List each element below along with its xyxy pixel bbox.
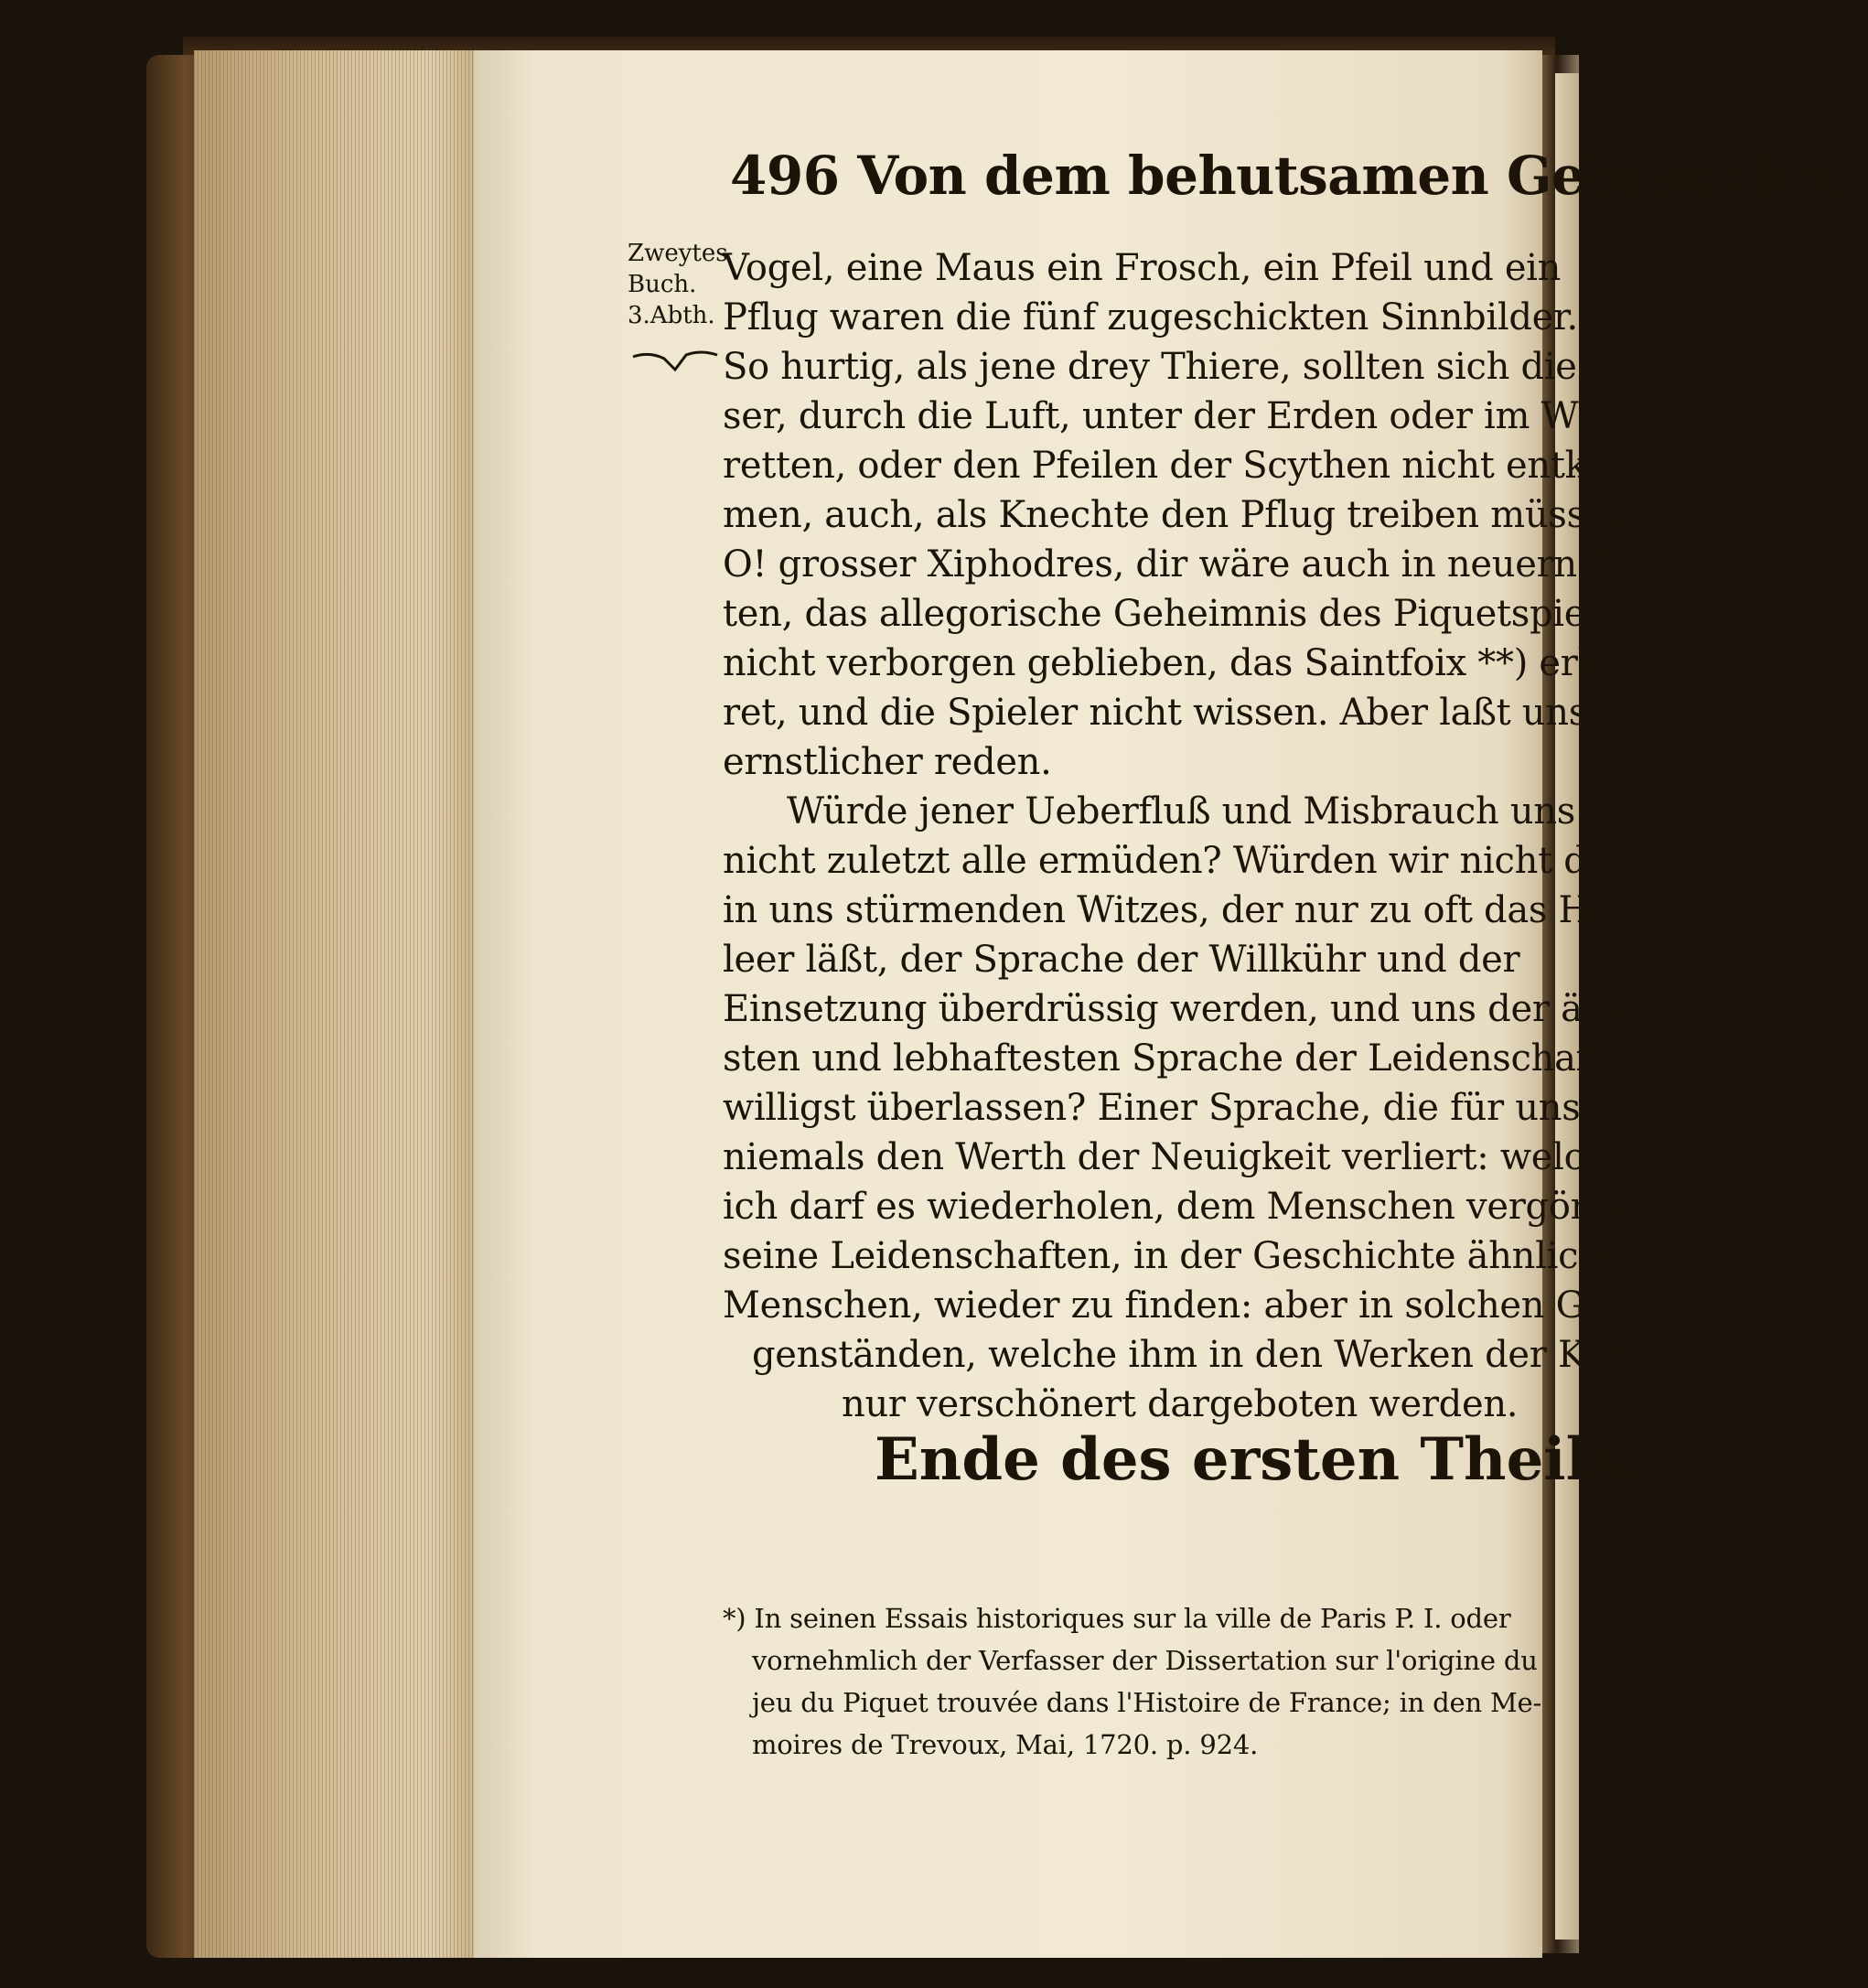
footnote-line: vornehmlich der Verfasser der Dissertation sur l'origine du [752, 1645, 1538, 1676]
body-line: ten, das allegorische Geheimnis des Piquetspiels [723, 593, 1616, 635]
body-line: Menschen, wieder zu finden: aber in solchen Ge- [723, 1284, 1618, 1327]
body-line: willigst überlassen? Einer Sprache, die für uns [723, 1087, 1581, 1129]
body-line: nicht zuletzt alle ermüden? Würden wir nicht des [723, 840, 1627, 882]
page-number: 496 [730, 145, 840, 207]
body-line: niemals den Werth der Neuigkeit verliert: welche, [723, 1136, 1641, 1178]
body-line: So hurtig, als jene drey Thiere, sollten sich die Per- [723, 346, 1662, 388]
body-line: Vogel, eine Maus ein Frosch, ein Pfeil und ein [723, 247, 1562, 289]
margin-note-line: 3.Abth. [628, 302, 715, 329]
body-line: ich darf es wiederholen, dem Menschen vergönnet, [723, 1186, 1665, 1228]
body-line: Pflug waren die fünf zugeschickten Sinnbilder. [723, 296, 1578, 338]
body-line: seine Leidenschaften, in der Geschichte ähnlicher [723, 1235, 1640, 1277]
running-header [730, 145, 1868, 207]
margin-ornament-icon [631, 346, 719, 373]
body-line: sten und lebhaftesten Sprache der Leidenschaften [723, 1037, 1648, 1080]
body-line: Würde jener Ueberfluß und Misbrauch uns [787, 790, 1575, 833]
body-line: ernstlicher reden. [723, 741, 1052, 783]
body-line: nicht verborgen geblieben, das Saintfoix **) erklä- [723, 642, 1645, 684]
body-line: men, auch, als Knechte den Pflug treiben müssen. [723, 494, 1642, 536]
body-line: leer läßt, der Sprache der Willkühr und der [723, 939, 1520, 981]
body-line: ret, und die Spieler nicht wissen. Aber laßt uns [723, 692, 1587, 734]
margin-note-line: Buch. [628, 271, 697, 298]
body-line: nur verschönert dargeboten werden. [842, 1383, 1519, 1425]
footnote-line: *) In seinen Essais historiques sur la ville de Paris P. I. oder [723, 1603, 1511, 1634]
margin-note-line: Zweytes [628, 240, 728, 267]
body-line: genständen, welche ihm in den Werken der Kunst [752, 1334, 1664, 1376]
body-line: Einsetzung überdrüssig werden, und uns der älte- [723, 988, 1642, 1030]
body-line: O! grosser Xiphodres, dir wäre auch in neuern Zei- [723, 543, 1659, 586]
running-title: Von dem behutsamen Gebrauch [857, 145, 1791, 207]
title-suffix: rc. [1790, 145, 1868, 207]
section-ending: Ende des ersten Theils. [875, 1425, 1642, 1494]
body-line: retten, oder den Pfeilen der Scythen nicht entk [723, 445, 1587, 487]
body-line: in uns stürmenden Witzes, der nur zu oft das Herz [723, 889, 1648, 931]
page-block-edge [194, 50, 474, 1958]
footnote-line: jeu du Piquet trouvée dans l'Histoire de France; in den Me- [752, 1687, 1542, 1718]
footnote-line: moires de Trevoux, Mai, 1720. p. 924. [752, 1729, 1259, 1760]
body-line: ser, durch die Luft, unter der Erden oder im W [723, 395, 1579, 437]
